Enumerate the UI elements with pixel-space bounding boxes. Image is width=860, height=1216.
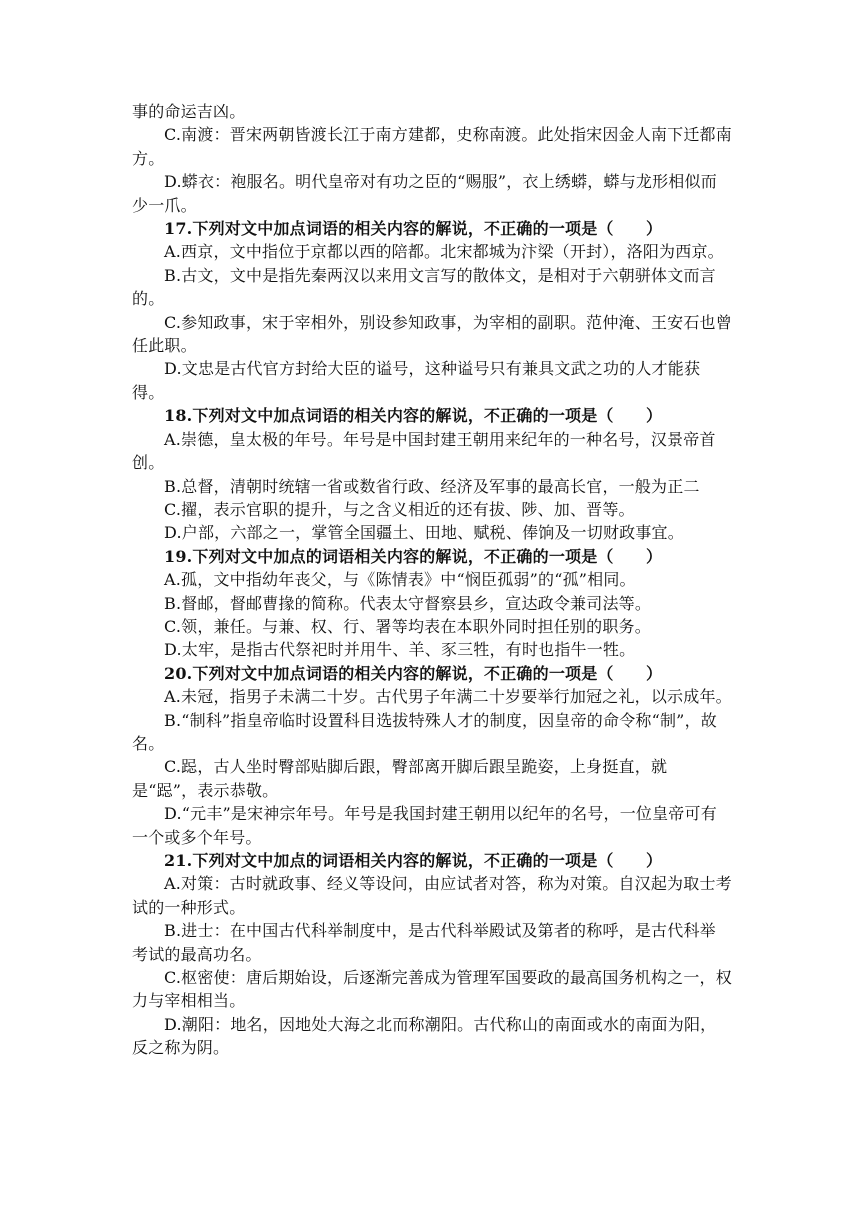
question-20-option-c: C.跽，古人坐时臀部贴脚后跟，臀部离开脚后跟呈跪姿，上身挺直，就是“跽”，表示恭敬。	[132, 757, 668, 800]
continued-text: 事的命运吉凶。	[132, 102, 246, 121]
question-18-option-b: B.总督，清朝时统辖一省或数省行政、经济及军事的最高长官，一般为正二	[164, 476, 700, 496]
question-20-option-a: A.未冠，指男子未满二十岁。古代男子年满二十岁要举行加冠之礼，以示成年。	[164, 687, 732, 707]
question-17-option-a: A.西京，文中指位于京都以西的陪都。北宋都城为汴梁（开封），洛阳为西京。	[164, 242, 724, 262]
document-body	[132, 100, 732, 1060]
question-19-option-d: D.太牢，是指古代祭祀时并用牛、羊、豕三牲，有时也指牛一牲。	[164, 640, 636, 660]
question-19-stem: 19.下列对文中加点的词语相关内容的解说，不正确的一项是（ ）	[164, 546, 663, 566]
question-20-option-b: B.“制科”指皇帝临时设置科目选拔特殊人才的制度，因皇帝的命令称“制”，故名。	[132, 710, 717, 753]
question-17-option-b: B.古文，文中是指先秦两汉以来用文言写的散体文，是相对于六朝骈体文而言的。	[132, 265, 716, 309]
question-18-option-d: D.户部，六部之一，掌管全国疆土、田地、赋税、俸饷及一切财政事宜。	[164, 523, 684, 543]
question-17-stem: 17.下列对文中加点词语的相关内容的解说，不正确的一项是（ ）	[164, 219, 663, 239]
question-19-option-a: A.孤，文中指幼年丧父，与《陈情表》中“悯臣孤弱”的“孤”相同。	[164, 570, 636, 590]
question-17-option-c: C.参知政事，宋于宰相外，别设参知政事，为宰相的副职。范仲淹、王安石也曾任此职。	[132, 312, 732, 356]
question-18-option-a: A.崇德，皇太极的年号。年号是中国封建王朝用来纪年的一种名号，汉景帝首创。	[132, 429, 716, 473]
question-18-option-c: C.擢，表示官职的提升，与之含义相近的还有拔、陟、加、晋等。	[164, 499, 635, 519]
question-21-option-d: D.潮阳：地名，因地处大海之北而称潮阳。古代称山的南面或水的南面为阳，反之称为阴。	[132, 1014, 717, 1058]
question-20-stem: 20.下列对文中加点词语的相关内容的解说，不正确的一项是（ ）	[164, 663, 663, 683]
option-d: D.蟒衣：袍服名。明代皇帝对有功之臣的“赐服”，衣上绣蟒，蟒与龙形相似而少一爪。	[132, 172, 717, 215]
question-21-option-a: A.对策：古时就政事、经义等设问，由应试者对答，称为对策。自汉起为取士考试的一种形式。	[132, 874, 732, 917]
question-19-option-c: C.领，兼任。与兼、权、行、署等均表在本职外同时担任别的职务。	[164, 616, 651, 636]
question-18-stem: 18.下列对文中加点词语的相关内容的解说，不正确的一项是（ ）	[164, 406, 663, 426]
question-21-stem: 21.下列对文中加点的词语相关内容的解说，不正确的一项是（ ）	[164, 851, 663, 870]
question-21-option-b: B.进士：在中国古代科举制度中，是古代科举殿试及第者的称呼，是古代科举考试的最高功名。	[132, 921, 716, 964]
question-17-option-d: D.文忠是古代官方封给大臣的谥号，这种谥号只有兼具文武之功的人才能获得。	[132, 359, 701, 402]
question-21-option-c: C.枢密使：唐后期始设，后逐渐完善成为管理军国要政的最高国务机构之一，权力与宰相相当。	[132, 968, 732, 1011]
option-c: C.南渡：晋宋两朝皆渡长江于南方建都，史称南渡。此处指宋因金人南下迁都南方。	[132, 125, 732, 168]
question-20-option-d: D.“元丰”是宋神宗年号。年号是我国封建王朝用以纪年的名号，一位皇帝可有一个或多个年号。	[132, 804, 717, 847]
question-19-option-b: B.督邮，督邮曹掾的简称。代表太守督察县乡，宣达政令兼司法等。	[164, 593, 652, 613]
